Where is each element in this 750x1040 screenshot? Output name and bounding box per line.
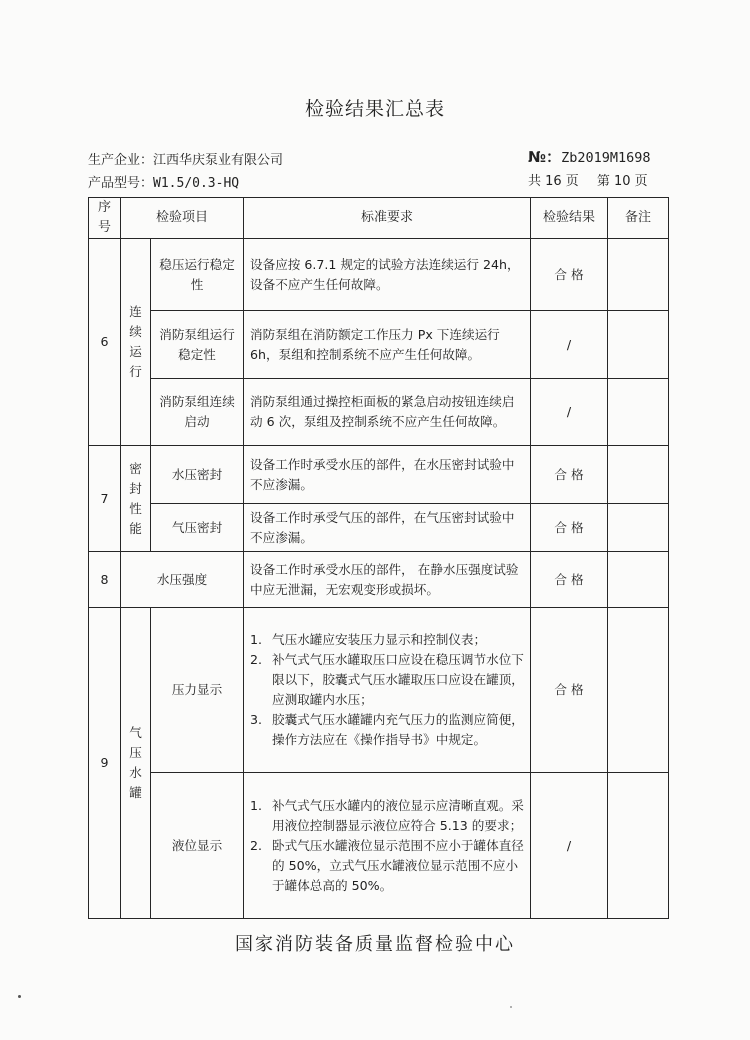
standard-list-text: 胶囊式气压水罐罐内充气压力的监测应简便，操作方法应在《操作指导书》中规定。: [272, 712, 524, 747]
model-label: 产品型号：: [88, 176, 154, 191]
item-name: 液位显示: [151, 773, 244, 919]
column-header-no: 序号: [89, 198, 121, 239]
row-number: 8: [89, 552, 121, 608]
issuing-organization: 国家消防装备质量监督检验中心: [235, 934, 515, 955]
standard-list-item: [250, 650, 524, 710]
standard-list-number: 3.: [250, 712, 263, 727]
remark-cell: [608, 552, 669, 608]
result-value: 合 格: [531, 446, 608, 504]
result-value: /: [531, 311, 608, 379]
standard-list-cell: [244, 608, 531, 773]
remark-cell: [608, 379, 669, 446]
manufacturer-value: 江西华庆泵业有限公司: [153, 153, 284, 168]
page-title: 检验结果汇总表: [304, 98, 445, 120]
standard-text: 消防泵组通过操控柜面板的紧急启动按钮连续启动 6 次，泵组及控制系统不应产生任何故障。: [244, 379, 531, 446]
item-group: [121, 608, 151, 919]
item-name: 水压强度: [121, 552, 244, 608]
standard-list: [250, 630, 524, 750]
column-header-remark: 备注: [608, 198, 669, 239]
item-group: [121, 446, 151, 552]
item-name: 消防泵组运行稳定性: [151, 311, 244, 379]
model-value: W1.5/0.3-HQ: [153, 176, 240, 191]
item-name: 压力显示: [151, 608, 244, 773]
scan-speck: [510, 1006, 512, 1008]
standard-text: 设备工作时承受水压的部件， 在静水压强度试验中应无泄漏，无宏观变形或损坏。: [244, 552, 531, 608]
table-header-row: [89, 198, 669, 239]
result-value: /: [531, 773, 608, 919]
standard-text: 设备工作时承受水压的部件，在水压密封试验中不应渗漏。: [244, 446, 531, 504]
standard-list-number: 2.: [250, 837, 263, 853]
column-header-result: 检验结果: [531, 198, 608, 239]
table-row: [89, 446, 669, 504]
standard-list-text: 补气式气压水罐取压口应设在稳压调节水位下限以下，胶囊式气压水罐取压口应设在罐顶，应测取罐内水压；: [272, 652, 524, 707]
scan-speck: [18, 995, 21, 998]
result-value: 合 格: [531, 504, 608, 552]
standard-list-number: 2.: [250, 652, 263, 667]
item-name: 气压密封: [151, 504, 244, 552]
table-row: [89, 773, 669, 919]
item-name: 水压密封: [151, 446, 244, 504]
standard-list: [250, 796, 524, 896]
standard-list-text: 补气式气压水罐内的液位显示应清晰直观。采用液位控制器显示液位应符合 5.13 的要求；: [272, 797, 524, 833]
standard-list-item: [250, 796, 524, 836]
remark-cell: [608, 773, 669, 919]
standard-list-item: [250, 630, 524, 650]
column-header-standard: 标准要求: [244, 198, 531, 239]
row-number: 6: [89, 239, 121, 446]
table-row: [89, 239, 669, 311]
remark-cell: [608, 311, 669, 379]
standard-list-text: 卧式气压水罐液位显示范围不应小于罐体直径的 50%，立式气压水罐液位显示范围不应小于罐体总高的 50%。: [272, 837, 524, 893]
inspection-summary-table: [88, 197, 669, 919]
standard-list-number: 1.: [250, 797, 263, 813]
standard-list-item: [250, 710, 524, 750]
remark-cell: [608, 504, 669, 552]
standard-text: 设备应按 6.7.1 规定的试验方法连续运行 24h，设备不应产生任何故障。: [244, 239, 531, 311]
remark-cell: [608, 446, 669, 504]
item-group-label: 气压水罐: [129, 725, 142, 800]
standard-list-number: 1.: [250, 632, 263, 647]
item-group: [121, 239, 151, 446]
report-number-value: Zb2019M1698: [561, 150, 651, 166]
result-value: /: [531, 379, 608, 446]
manufacturer-line: [88, 149, 283, 168]
remark-cell: [608, 608, 669, 773]
item-name: 稳压运行稳定性: [151, 239, 244, 311]
row-number: 9: [89, 608, 121, 919]
item-name: 消防泵组连续启动: [151, 379, 244, 446]
standard-text: 设备工作时承受气压的部件，在气压密封试验中不应渗漏。: [244, 504, 531, 552]
item-group-label: 连续运行: [129, 304, 142, 379]
page-count-line: [528, 170, 648, 189]
table-row: [89, 311, 669, 379]
standard-text: 消防泵组在消防额定工作压力 Px 下连续运行 6h，泵组和控制系统不应产生任何故障。: [244, 311, 531, 379]
result-value: 合 格: [531, 239, 608, 311]
table-row: [89, 379, 669, 446]
column-header-item: 检验项目: [121, 198, 244, 239]
manufacturer-label: 生产企业：: [88, 153, 154, 168]
total-pages: 共 16 页: [528, 174, 579, 189]
standard-list-cell: [244, 773, 531, 919]
result-value: 合 格: [531, 608, 608, 773]
result-value: 合 格: [531, 552, 608, 608]
table-row: [89, 608, 669, 773]
standard-list-text: 气压水罐应安装压力显示和控制仪表；: [272, 632, 487, 647]
item-group-label: 密封性能: [129, 460, 142, 536]
report-number-label: №：: [528, 148, 562, 166]
standard-list-item: [250, 836, 524, 896]
table-row: [89, 552, 669, 608]
report-number-line: [528, 146, 650, 167]
table-row: [89, 504, 669, 552]
current-page: 第 10 页: [596, 174, 648, 189]
remark-cell: [608, 239, 669, 311]
model-line: [88, 172, 239, 191]
row-number: 7: [89, 446, 121, 552]
